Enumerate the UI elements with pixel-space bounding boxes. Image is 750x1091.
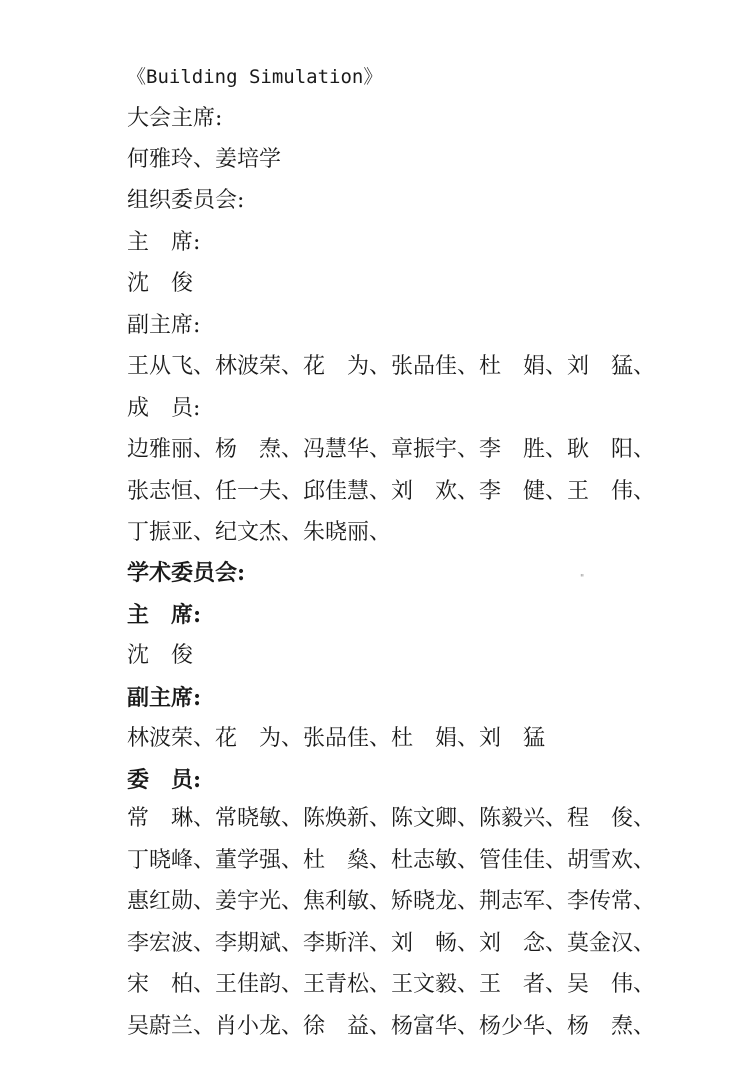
academic-chair-name: 沈 俊	[127, 643, 194, 668]
academic-members-row-5: 宋 柏、王佳韵、王青松、王文毅、王 者、吴 伟、	[127, 972, 656, 997]
academic-members-heading: 委 员:	[127, 767, 202, 793]
academic-members-row-6: 吴蔚兰、肖小龙、徐 益、杨富华、杨少华、杨 焘、	[127, 1014, 656, 1039]
academic-members-row-2: 丁晓峰、董学强、杜 燊、杜志敏、管佳佳、胡雪欢、	[127, 848, 656, 873]
academic-vice-chair-names: 林波荣、花 为、张品佳、杜 娟、刘 猛	[127, 726, 546, 751]
organizing-committee-heading: 组织委员会:	[127, 188, 245, 213]
org-members-row-3: 丁振亚、纪文杰、朱晓丽、	[127, 520, 392, 545]
conference-chair-names: 何雅玲、姜培学	[127, 147, 282, 172]
org-members-heading: 成 员:	[127, 396, 201, 421]
scan-mark: "	[580, 574, 585, 584]
journal-title: 《Building Simulation》	[127, 66, 383, 88]
org-chair-heading: 主 席:	[127, 230, 201, 255]
org-vice-chair-heading: 副主席:	[127, 313, 201, 338]
org-members-row-1: 边雅丽、杨 焘、冯慧华、章振宇、李 胜、耿 阳、	[127, 437, 656, 462]
conference-chair-heading: 大会主席:	[127, 106, 223, 131]
org-vice-chair-names: 王从飞、林波荣、花 为、张品佳、杜 娟、刘 猛、	[127, 354, 656, 379]
academic-members-row-3: 惠红勋、姜宇光、焦利敏、矫晓龙、荆志军、李传常、	[127, 889, 656, 914]
org-members-row-2: 张志恒、任一夫、邱佳慧、刘 欢、李 健、王 伟、	[127, 479, 656, 504]
academic-vice-chair-heading: 副主席:	[127, 685, 202, 711]
academic-committee-heading: 学术委员会:	[127, 560, 246, 586]
academic-members-row-1: 常 琳、常晓敏、陈焕新、陈文卿、陈毅兴、程 俊、	[127, 806, 656, 831]
org-chair-name: 沈 俊	[127, 271, 194, 296]
academic-chair-heading: 主 席:	[127, 602, 202, 628]
academic-members-row-4: 李宏波、李期斌、李斯洋、刘 畅、刘 念、莫金汉、	[127, 931, 656, 956]
